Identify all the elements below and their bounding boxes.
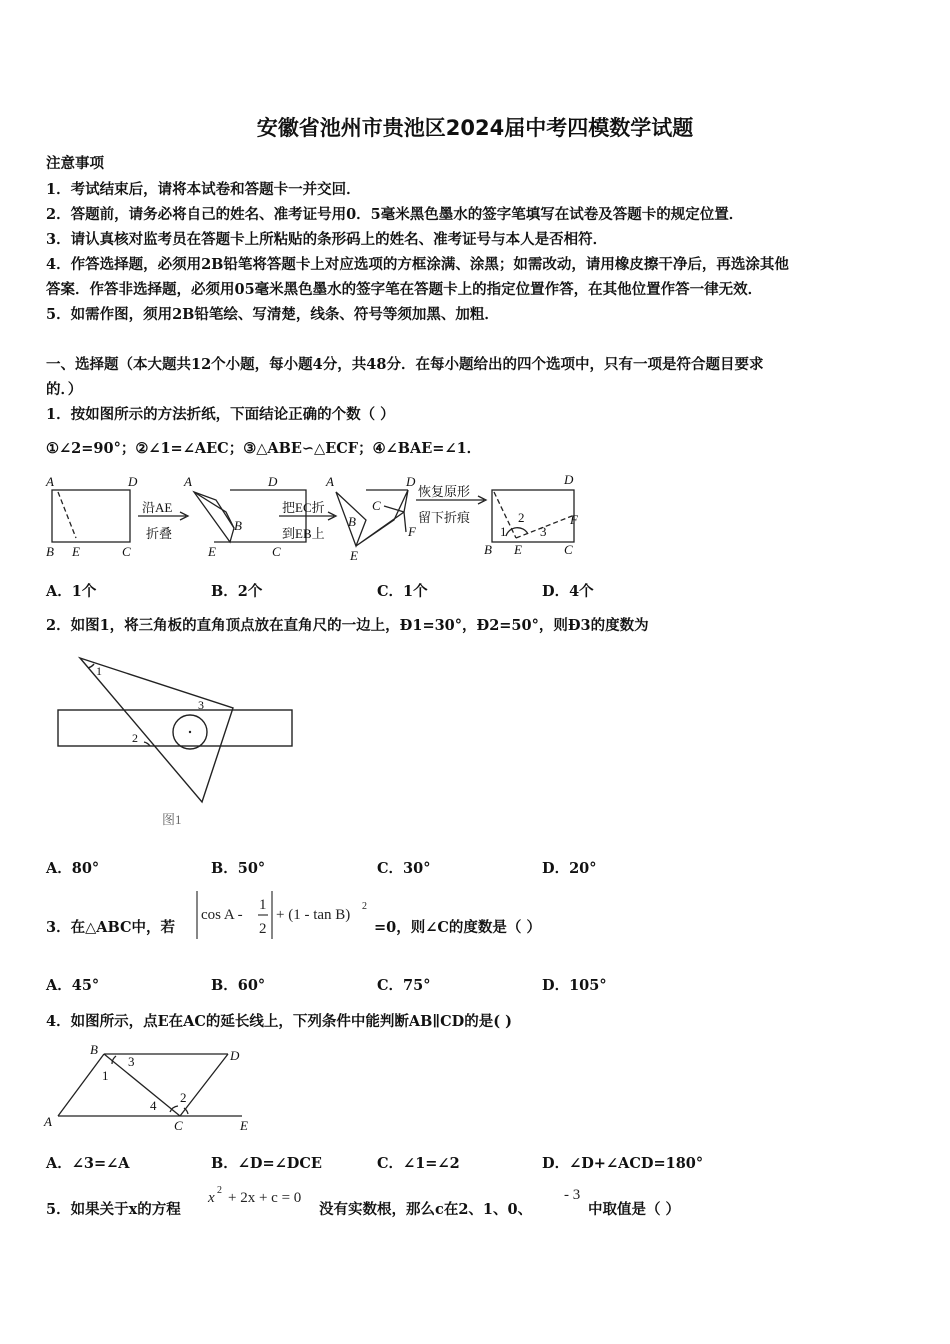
option-c[interactable]: C．∠1=∠2 <box>377 1155 460 1172</box>
question-5-equation <box>204 1182 322 1212</box>
eq-x: x <box>208 1190 215 1206</box>
notice-item: 4．作答选择题，必须用2B铅笔将答题卡上对应选项的方框涂满、涂黑；如需改动，请用橡皮擦干净后，再选涂其他 <box>46 256 789 273</box>
question-3-suffix: =0，则∠C的度数是（ ） <box>374 919 541 936</box>
label-E-3: E <box>350 548 358 562</box>
angle-label-1: 1 <box>102 1068 109 1083</box>
question-2-stem: 2．如图1，将三角板的直角顶点放在直角尺的一边上，Ð1=30°，Ð2=50°，则Ð3的度数为 <box>46 617 649 634</box>
eq-rest: + 2x + c = 0 <box>228 1190 302 1206</box>
option-a[interactable]: A．1个 <box>46 583 97 600</box>
hole-center <box>189 731 191 733</box>
question-1-conditions: ①∠2=90°；②∠1=∠AEC；③△ABE∽△ECF；④∠BAE=∠1． <box>46 440 482 457</box>
option-a[interactable]: A．80° <box>46 860 100 877</box>
label-B-1: B <box>46 544 54 559</box>
exponent: 2 <box>362 901 367 912</box>
arrow-3-label-top: 恢复原形 <box>418 484 471 499</box>
section-heading: 一、选择题（本大题共12个小题，每小题4分，共48分．在每小题给出的四个选项中，只有一项是符合题目要求 <box>46 356 764 373</box>
section-heading-cont: 的．） <box>46 381 83 398</box>
angle-arc-1 <box>88 664 94 668</box>
option-d[interactable]: D．105° <box>542 977 607 994</box>
arrow-1-label-top: 沿AE <box>142 500 173 515</box>
page-title: 安徽省池州市贵池区2024届中考四模数学试题 <box>256 116 694 140</box>
angle-label-3: 3 <box>540 524 547 539</box>
label-F-3: F <box>408 524 416 539</box>
angle-label-3: 3 <box>198 698 204 712</box>
label-D: D <box>230 1048 240 1063</box>
option-a[interactable]: A．45° <box>46 977 100 994</box>
option-a[interactable]: A．∠3=∠A <box>46 1155 130 1172</box>
angle-label-2: 2 <box>180 1090 187 1105</box>
angle-label-2: 2 <box>132 731 138 745</box>
angle-label-3: 3 <box>128 1054 135 1069</box>
question-2-figure <box>50 650 300 835</box>
cos-term: cos A - <box>201 907 243 923</box>
option-d[interactable]: D．4个 <box>542 583 594 600</box>
label-E-1: E <box>72 544 80 559</box>
label-B: B <box>90 1042 98 1057</box>
question-3-formula <box>192 887 377 943</box>
label-B-2: B <box>234 518 242 533</box>
label-C-1: C <box>122 544 131 559</box>
option-c[interactable]: C．1个 <box>377 583 428 600</box>
fold-line-ae <box>58 492 76 538</box>
notice-item: 1．考试结束后，请将本试卷和答题卡一并交回． <box>46 181 361 198</box>
option-b[interactable]: B．2个 <box>211 583 263 600</box>
fold-edge-2 <box>194 492 234 528</box>
label-A: A <box>44 1114 52 1129</box>
question-5-suffix: 中取值是（ ） <box>588 1201 681 1218</box>
label-C: C <box>174 1118 183 1133</box>
label-C-3: C <box>372 498 381 513</box>
arrow-1-label-bottom: 折叠 <box>146 526 173 541</box>
question-1-figure <box>44 470 589 562</box>
label-A-3: A <box>326 474 334 489</box>
question-5-middle: 没有实数根，那么c在2、1、0、 <box>319 1201 533 1218</box>
label-C-4: C <box>564 542 573 557</box>
label-B-3: B <box>348 514 356 529</box>
notice-item: 答案．作答非选择题，必须用05毫米黑色墨水的签字笔在答题卡上的指定位置作答，在其他位置作答一律无效． <box>46 281 763 298</box>
option-d[interactable]: D．∠D+∠ACD=180° <box>542 1155 704 1172</box>
label-D-4: D <box>564 472 574 487</box>
option-b[interactable]: B．∠D=∠DCE <box>211 1155 322 1172</box>
label-F-4: F <box>570 512 578 527</box>
question-5-prefix: 5．如果关于x的方程 <box>46 1201 181 1218</box>
line-ab <box>58 1054 104 1116</box>
angle-label-1: 1 <box>500 524 507 539</box>
option-c[interactable]: C．75° <box>377 977 431 994</box>
label-E-2: E <box>208 544 216 559</box>
label-C-2: C <box>272 544 281 559</box>
tan-term: + (1 - tan B) <box>276 907 351 923</box>
notice-item: 2．答题前，请务必将自己的姓名、准考证号用0．5毫米黑色墨水的签字笔填写在试卷及答题卡的规定位置． <box>46 206 744 223</box>
angle-label-2: 2 <box>518 510 525 525</box>
fraction-numerator: 1 <box>259 897 267 913</box>
angle-label-1: 1 <box>96 664 102 678</box>
eq-square: 2 <box>217 1185 222 1196</box>
line-bc <box>104 1054 180 1116</box>
label-D-3: D <box>406 474 416 489</box>
fraction-denominator: 2 <box>259 921 267 937</box>
question-4-stem: 4．如图所示，点E在AC的延长线上，下列条件中能判断AB∥CD的是( ) <box>46 1013 512 1030</box>
notice-item: 5．如需作图，须用2B铅笔绘、写清楚，线条、符号等须加黑、加粗． <box>46 306 499 323</box>
triangle-board <box>80 658 233 802</box>
arrow-2-label-top: 把EC折 <box>282 500 325 515</box>
option-b[interactable]: B．60° <box>211 977 266 994</box>
label-D-2: D <box>268 474 278 489</box>
label-A-2: A <box>184 474 192 489</box>
neg-three: - 3 <box>564 1187 581 1203</box>
option-d[interactable]: D．20° <box>542 860 597 877</box>
label-E-4: E <box>514 542 522 557</box>
question-1-stem: 1．按如图所示的方法折纸，下面结论正确的个数（ ） <box>46 406 395 423</box>
arrow-2-label-bottom: 到EB上 <box>282 526 325 541</box>
paper-rect-1 <box>52 490 130 542</box>
option-c[interactable]: C．30° <box>377 860 431 877</box>
figure-caption: 图1 <box>162 812 182 827</box>
arrow-3-label-bottom: 留下折痕 <box>418 510 471 525</box>
label-A-1: A <box>46 474 54 489</box>
question-5-neg3 <box>562 1182 588 1208</box>
angle-label-4: 4 <box>150 1098 157 1113</box>
notice-heading: 注意事项 <box>46 155 104 172</box>
label-E: E <box>240 1118 248 1133</box>
label-D-1: D <box>128 474 138 489</box>
option-b[interactable]: B．50° <box>211 860 266 877</box>
label-B-4: B <box>484 542 492 557</box>
notice-item: 3．请认真核对监考员在答题卡上所粘贴的条形码上的姓名、准考证号与本人是否相符． <box>46 231 608 248</box>
question-3-prefix: 3．在△ABC中，若 <box>46 919 176 936</box>
question-4-figure <box>42 1042 264 1134</box>
line-cd <box>180 1054 228 1116</box>
